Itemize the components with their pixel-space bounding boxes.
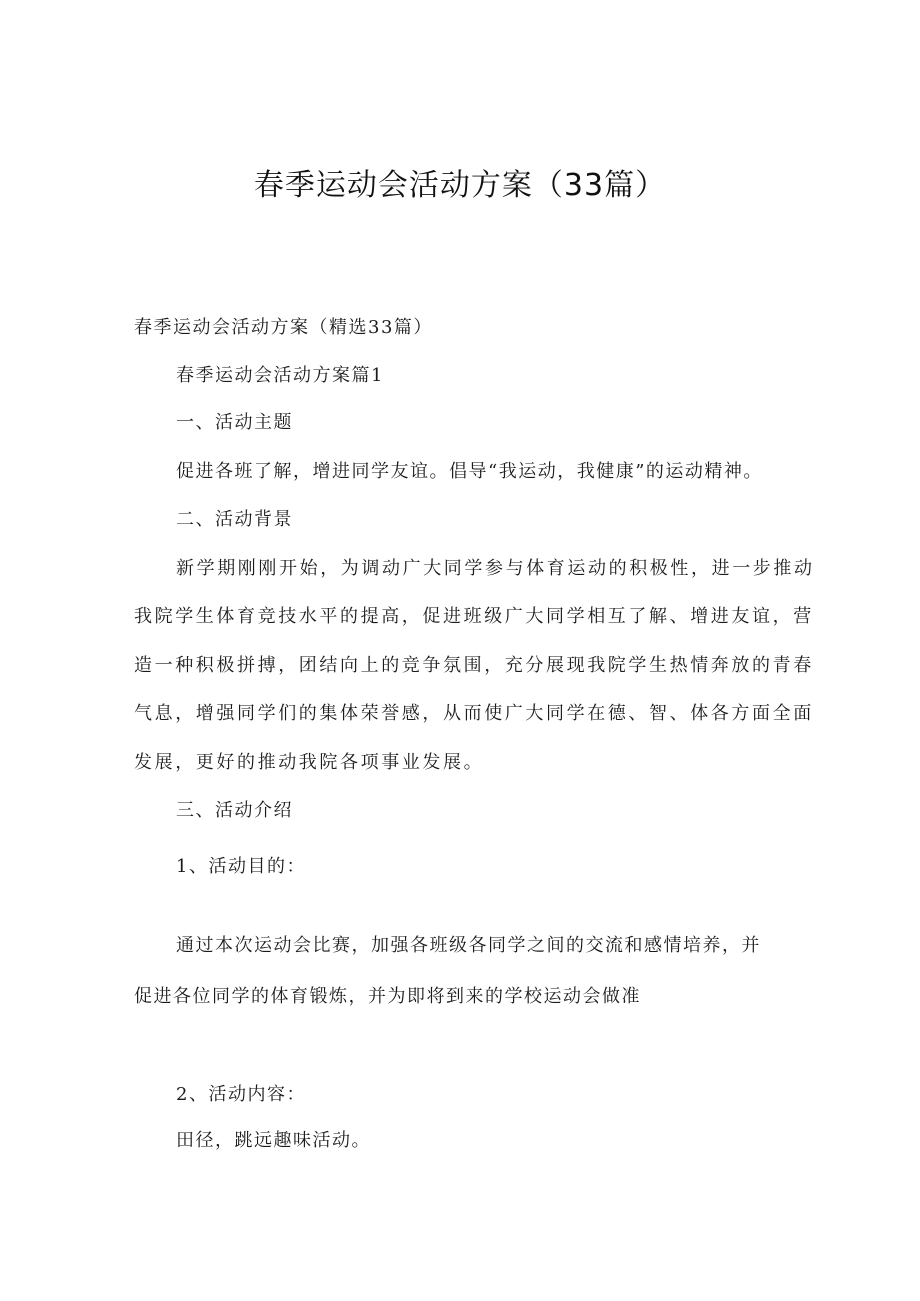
subsection-heading-content: 2、活动内容： bbox=[176, 1084, 306, 1105]
document-title: 春季运动会活动方案（33篇） bbox=[253, 168, 667, 203]
paragraph-line: 我院学生体育竞技水平的提高，促进班级广大同学相互了解、增进友谊，营 bbox=[134, 606, 814, 627]
paragraph-line: 促进各位同学的体育锻炼，并为即将到来的学校运动会做准 bbox=[134, 986, 641, 1007]
paragraph-line: 造一种积极拼搏，团结向上的竞争氛围，充分展现我院学生热情奔放的青春 bbox=[134, 655, 814, 676]
paragraph-line: 通过本次运动会比赛，加强各班级各同学之间的交流和感情培养，并 bbox=[176, 935, 761, 956]
section-heading-theme: 一、活动主题 bbox=[176, 412, 293, 433]
paragraph-line: 发展，更好的推动我院各项事业发展。 bbox=[134, 752, 485, 773]
section-text-theme: 促进各班了解，增进同学友谊。倡导“我运动，我健康”的运动精神。 bbox=[176, 461, 763, 482]
subsection-text-content: 田径，跳远趣味活动。 bbox=[176, 1130, 371, 1151]
section-heading-background: 二、活动背景 bbox=[176, 509, 293, 530]
paragraph-line: 新学期刚刚开始，为调动广大同学参与体育运动的积极性，进一步推动 bbox=[176, 558, 815, 579]
chapter-heading: 春季运动会活动方案篇1 bbox=[176, 365, 384, 386]
section-heading-introduction: 三、活动介绍 bbox=[176, 800, 293, 821]
document-subtitle: 春季运动会活动方案（精选33篇） bbox=[134, 317, 433, 338]
subsection-heading-purpose: 1、活动目的： bbox=[176, 856, 306, 877]
paragraph-line: 气息，增强同学们的集体荣誉感，从而使广大同学在德、智、体各方面全面 bbox=[134, 703, 814, 724]
